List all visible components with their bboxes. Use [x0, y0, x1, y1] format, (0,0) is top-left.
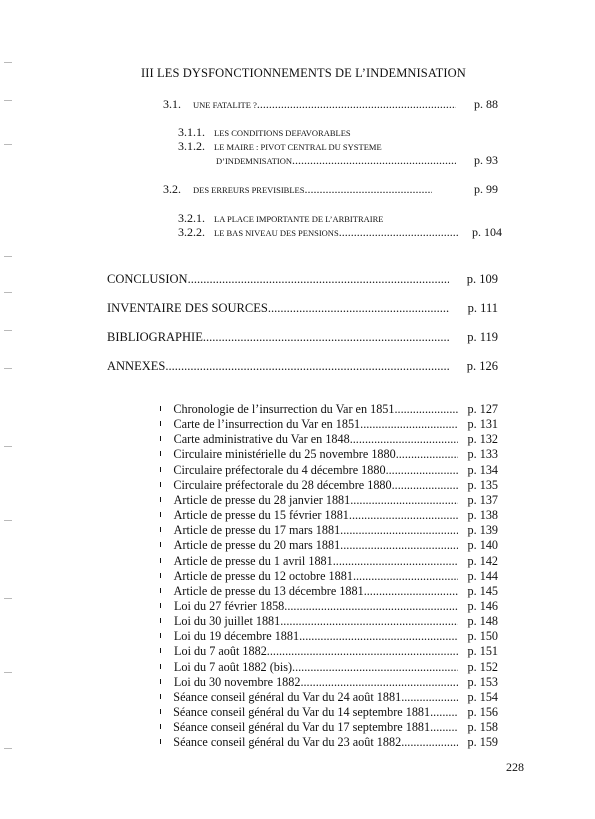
toc-leader [280, 614, 457, 629]
margin-mark [4, 330, 12, 331]
toc-leader [340, 538, 457, 553]
annex-page: p. 142 [467, 553, 498, 568]
annex-item[interactable] [160, 508, 498, 523]
toc-number: 3.1.2. [178, 139, 205, 153]
toc-leader [257, 97, 456, 112]
bullet-icon [160, 527, 161, 532]
annex-item[interactable] [160, 660, 498, 675]
toc-leader [268, 301, 450, 316]
toc-label: LE MAIRE : PIVOT CENTRAL DU SYSTEME [214, 142, 382, 152]
toc-label: DES ERREURS PREVISIBLES [193, 185, 305, 195]
toc-entry[interactable] [216, 153, 498, 168]
toc-leader [292, 660, 458, 675]
annex-page: p. 159 [467, 735, 498, 750]
toc-entry[interactable] [163, 97, 498, 112]
toc-label: BIBLIOGRAPHIE [107, 330, 203, 344]
annex-label: Circulaire ministérielle du 25 novembre 1880 [173, 447, 396, 462]
toc-leader [284, 599, 457, 614]
toc-leader [430, 720, 457, 735]
annex-page: p. 139 [467, 523, 498, 538]
annex-page: p. 154 [467, 689, 498, 704]
annex-label: Chronologie de l’insurrection du Var en 1851 [173, 402, 395, 416]
margin-mark [4, 748, 12, 749]
toc-leader [401, 690, 457, 705]
annex-page: p. 146 [467, 599, 498, 613]
toc-leader [353, 569, 458, 584]
toc-page: p. 126 [466, 359, 498, 373]
page-number: 228 [506, 760, 524, 774]
annex-item[interactable] [160, 417, 498, 432]
annex-page: p. 140 [467, 538, 498, 553]
annex-item[interactable] [160, 690, 498, 705]
toc-entry[interactable] [178, 139, 498, 154]
bullet-icon [160, 648, 161, 653]
toc-leader [350, 493, 457, 508]
toc-number: 3.2.1. [178, 211, 205, 225]
bullet-icon [160, 421, 161, 426]
annex-page: p. 133 [467, 447, 498, 462]
toc-number: 3.2.2. [178, 225, 205, 239]
annex-page: p. 156 [467, 705, 498, 719]
toc-leader [396, 447, 458, 462]
toc-leader [165, 359, 448, 374]
toc-number: 3.2. [163, 182, 181, 196]
toc-page: p. 93 [474, 153, 498, 167]
annex-page: p. 153 [467, 674, 498, 689]
toc-entry-inventaire[interactable] [107, 301, 498, 316]
annex-item[interactable] [160, 614, 498, 629]
annex-label: Article de presse du 17 mars 1881 [173, 523, 341, 538]
annex-item[interactable] [160, 493, 498, 508]
annex-label: Article de presse du 15 février 1881 [173, 508, 349, 523]
margin-mark [4, 62, 12, 63]
margin-mark [4, 672, 12, 673]
bullet-icon [160, 542, 161, 547]
annex-page: p. 151 [467, 644, 498, 659]
annex-label: Séance conseil général du Var du 23 août 1882 [173, 735, 402, 750]
bullet-icon [160, 603, 161, 608]
toc-leader [386, 463, 458, 478]
annex-item[interactable] [160, 447, 498, 462]
margin-mark [4, 256, 12, 257]
toc-number: 3.1. [163, 97, 181, 111]
annex-item[interactable] [160, 629, 498, 644]
annex-item[interactable] [160, 554, 498, 569]
toc-label: UNE FATALITE ? [193, 100, 257, 110]
annex-label: Article de presse du 28 janvier 1881 [173, 492, 351, 507]
annex-label: Circulaire préfectorale du 28 décembre 1880 [173, 477, 392, 492]
margin-mark [4, 446, 12, 447]
annex-page: p. 158 [467, 720, 498, 735]
annex-page: p. 138 [467, 508, 498, 523]
annex-label: Séance conseil général du Var du 17 septembre 1881 [173, 720, 431, 735]
annex-label: Loi du 30 novembre 1882 [173, 674, 301, 689]
annex-label: Loi du 27 février 1858 [173, 599, 285, 613]
annex-item[interactable] [160, 675, 498, 690]
annex-label: Séance conseil général du Var du 24 août 1881 [173, 689, 402, 704]
bullet-icon [160, 512, 161, 517]
bullet-icon [160, 618, 161, 623]
bullet-icon [160, 633, 161, 638]
section-title: III LES DYSFONCTIONNEMENTS DE L’INDEMNISATION [141, 66, 466, 80]
annex-item[interactable] [160, 584, 498, 599]
margin-mark [4, 368, 12, 369]
toc-leader [304, 182, 432, 197]
annex-page: p. 150 [467, 629, 498, 644]
toc-leader [292, 153, 456, 168]
annex-item[interactable] [160, 569, 498, 584]
annex-item[interactable] [160, 720, 498, 735]
toc-entry-annexes[interactable] [107, 359, 498, 374]
annex-label: Article de presse du 13 décembre 1881 [173, 583, 364, 598]
toc-leader [333, 554, 458, 569]
toc-entry[interactable] [178, 225, 502, 240]
toc-leader [401, 735, 457, 750]
toc-entry-conclusion[interactable] [107, 272, 498, 287]
toc-label: INVENTAIRE DES SOURCES [107, 301, 268, 315]
margin-mark [4, 598, 12, 599]
bullet-icon [160, 497, 161, 502]
annex-label: Séance conseil général du Var du 14 septembre 1881 [173, 705, 431, 719]
bullet-icon [160, 436, 161, 441]
annex-label: Loi du 19 décembre 1881 [173, 629, 300, 644]
annex-page: p. 134 [467, 462, 498, 477]
annex-label: Carte de l’insurrection du Var en 1851 [173, 417, 361, 432]
annex-item[interactable] [160, 705, 498, 720]
annex-label: Loi du 7 août 1882 (bis) [173, 659, 293, 674]
toc-leader [267, 644, 458, 659]
margin-mark [4, 144, 12, 145]
toc-leader [350, 432, 458, 447]
toc-leader [299, 629, 457, 644]
annex-item[interactable] [160, 432, 498, 447]
bullet-icon [160, 588, 161, 593]
annex-label: Circulaire préfectorale du 4 décembre 1880 [173, 462, 386, 477]
toc-page: p. 99 [474, 182, 498, 196]
margin-mark [4, 100, 12, 101]
toc-entry-bibliographie[interactable] [107, 330, 498, 345]
annex-label: Loi du 7 août 1882 [174, 644, 267, 659]
bullet-icon [160, 558, 161, 563]
annex-item[interactable] [160, 644, 498, 659]
toc-entry[interactable] [178, 125, 498, 140]
annex-page: p. 135 [467, 477, 498, 492]
annex-page: p. 132 [467, 432, 498, 447]
annex-page: p. 144 [467, 568, 498, 583]
annex-page: p. 131 [467, 417, 498, 432]
toc-label: LE BAS NIVEAU DES PENSIONS [214, 228, 339, 238]
annex-page: p. 137 [467, 492, 498, 507]
annex-item[interactable] [160, 735, 498, 750]
margin-mark [4, 292, 12, 293]
toc-label: ANNEXES [107, 359, 166, 373]
toc-label: D’INDEMNISATION [216, 156, 293, 166]
toc-leader [203, 330, 449, 345]
toc-leader [430, 705, 457, 720]
annex-page: p. 145 [467, 583, 498, 598]
toc-number: 3.1.1. [178, 125, 205, 139]
toc-label: LES CONDITIONS DEFAVORABLES [214, 128, 351, 138]
toc-leader [300, 675, 457, 690]
toc-label: LA PLACE IMPORTANTE DE L’ARBITRAIRE [214, 214, 384, 224]
annex-label: Carte administrative du Var en 1848 [173, 432, 350, 447]
toc-entry[interactable] [178, 211, 498, 226]
toc-entry[interactable] [163, 182, 498, 197]
annex-item[interactable] [160, 463, 498, 478]
toc-page: p. 109 [466, 272, 498, 286]
bullet-icon [160, 573, 161, 578]
toc-leader [188, 272, 449, 287]
annex-item[interactable] [160, 402, 498, 417]
annex-item[interactable] [160, 538, 498, 553]
annex-page: p. 152 [467, 659, 498, 674]
annex-label: Article de presse du 1 avril 1881 [173, 553, 333, 568]
toc-leader [394, 402, 457, 417]
toc-leader [349, 508, 458, 523]
annex-label: Article de presse du 20 mars 1881 [173, 538, 341, 553]
annex-item[interactable] [160, 478, 498, 493]
toc-page: p. 119 [467, 330, 498, 344]
toc-leader [364, 584, 458, 599]
annex-label: Loi du 30 juillet 1881 [173, 614, 281, 629]
toc-leader [340, 523, 457, 538]
bullet-icon [160, 664, 161, 669]
annex-page: p. 148 [467, 614, 498, 629]
annex-label: Article de presse du 12 octobre 1881 [173, 568, 353, 583]
toc-page: p. 104 [472, 225, 502, 239]
toc-page: p. 88 [474, 97, 498, 111]
toc-page: p. 111 [467, 301, 498, 315]
toc-leader [392, 478, 458, 493]
annex-page: p. 127 [467, 402, 498, 416]
toc-leader [339, 225, 458, 240]
annex-item[interactable] [160, 523, 498, 538]
bullet-icon [160, 679, 161, 684]
toc-leader [360, 417, 457, 432]
toc-label: CONCLUSION [107, 272, 188, 286]
margin-mark [4, 520, 12, 521]
annex-item[interactable] [160, 599, 498, 614]
